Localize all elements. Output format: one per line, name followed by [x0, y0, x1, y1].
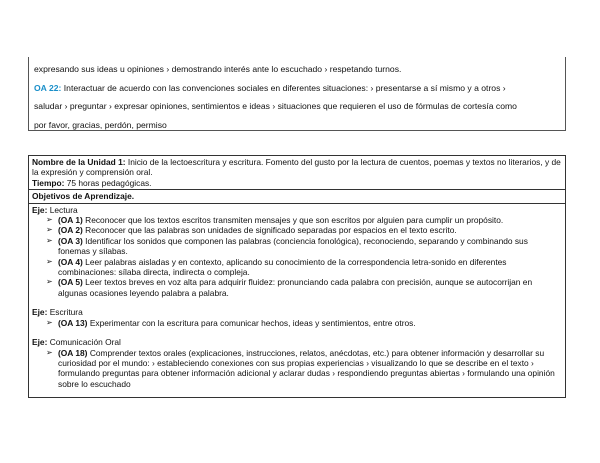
objective-item [32, 215, 562, 225]
objective-code: (OA 2) [58, 225, 83, 236]
objective-text-wrap [58, 277, 562, 298]
objective-code: (OA 18) [58, 347, 88, 358]
objective-code: (OA 13) [58, 317, 88, 328]
arrow-bullet-icon: ➢ [46, 225, 53, 235]
objective-text-wrap [58, 348, 562, 390]
objective-text-wrap [58, 236, 562, 257]
arrow-bullet-icon: ➢ [46, 277, 53, 287]
unit-name-value: Inicio de la lectoescritura y escritura. Fomento del gusto por la lectura de cuentos, poemas y textos no literarios, y de la expresión y comprensión oral. [32, 157, 561, 178]
objective-text-wrap [58, 318, 562, 328]
previous-unit-objectives-box [28, 57, 566, 131]
objective-item [32, 225, 562, 235]
objective-text-wrap [58, 225, 562, 235]
objective-item [32, 348, 562, 390]
arrow-bullet-icon: ➢ [46, 347, 53, 357]
objective-item [32, 318, 562, 328]
eje-heading [32, 307, 562, 317]
oa22-text: Interactuar de acuerdo con las convenciones sociales en diferentes situaciones: › presentarse a sí mismo y a otros › [63, 82, 506, 93]
oa22-line-2: saludar › preguntar › expresar opiniones, sentimientos e ideas › situaciones que requieren el uso de fórmulas de cortesía como [34, 101, 517, 111]
objective-text: Comprender textos orales (explicaciones, instrucciones, relatos, anécdotas, etc.) para obtener información y desarrollar su curiosidad por el mundo: › estableciendo conexiones con sus propias experiencias › visualizando lo que se describe en el texto › formulando preguntas para obtener información adicional y aclarar dudas › respondiendo preguntas abiertas › formulando una opinión sobre lo escuchado [58, 347, 555, 389]
arrow-bullet-icon: ➢ [46, 256, 53, 266]
unit-name-label: Nombre de la Unidad 1: [32, 157, 126, 167]
objective-text: Reconocer que los textos escritos transmiten mensajes y que son escritos por alguien para cumplir un propósito. [85, 215, 504, 226]
objective-line: expresando sus ideas u opiniones › demostrando interés ante lo escuchado › respetando turnos. [34, 64, 402, 74]
oa22-line [34, 79, 559, 98]
arrow-bullet-icon: ➢ [46, 317, 53, 327]
arrow-bullet-icon: ➢ [46, 215, 53, 225]
objective-code: (OA 1) [58, 215, 83, 226]
objectives-header-row [29, 190, 565, 203]
objective-text-wrap [58, 257, 562, 278]
objective-text: Identificar los sonidos que componen las palabras (conciencia fonológica), reconociendo, separando y combinando sus fonemas y sílabas. [58, 235, 528, 257]
objective-code: (OA 4) [58, 256, 83, 267]
eje-heading [32, 205, 562, 215]
eje-heading [32, 337, 562, 347]
eje-label: Eje: [32, 337, 48, 348]
objective-code: (OA 5) [58, 277, 83, 288]
eje-name: Escritura [49, 307, 83, 318]
eje-label: Eje: [32, 204, 48, 215]
objective-text: Leer textos breves en voz alta para adquirir fluidez: pronunciando cada palabra con precisión, aunque se autocorrijan en algunas ocasiones leyendo palabra a palabra. [58, 277, 533, 298]
objective-text: Leer palabras aisladas y en contexto, aplicando su conocimiento de la correspondencia letra-sonido en diferentes combinaciones: sílaba directa, indirecta o compleja. [58, 256, 507, 278]
objective-item [32, 236, 562, 257]
unit-name-row [29, 156, 565, 190]
eje-label: Eje: [32, 307, 48, 318]
objective-item [32, 257, 562, 278]
objective-code: (OA 3) [58, 235, 83, 246]
objectives-title: Objetivos de Aprendizaje. [32, 191, 135, 202]
arrow-bullet-icon: ➢ [46, 235, 53, 245]
eje-name: Lectura [49, 204, 78, 215]
time-value: 75 horas pedagógicas. [66, 177, 152, 188]
objective-text: Reconocer que las palabras son unidades de significado separadas por espacios en el texto escrito. [85, 225, 457, 236]
objective-item [32, 277, 562, 298]
oa22-line-3: por favor, gracias, perdón, permiso [34, 119, 167, 130]
objectives-body [29, 204, 565, 391]
eje-name: Comunicación Oral [49, 337, 121, 348]
unit-1-table [28, 155, 566, 398]
objective-text: Experimentar con la escritura para comunicar hechos, ideas y sentimientos, entre otros. [89, 317, 416, 328]
oa22-code: OA 22: [34, 82, 62, 93]
time-label: Tiempo: [32, 177, 65, 188]
objective-text-wrap [58, 215, 562, 225]
